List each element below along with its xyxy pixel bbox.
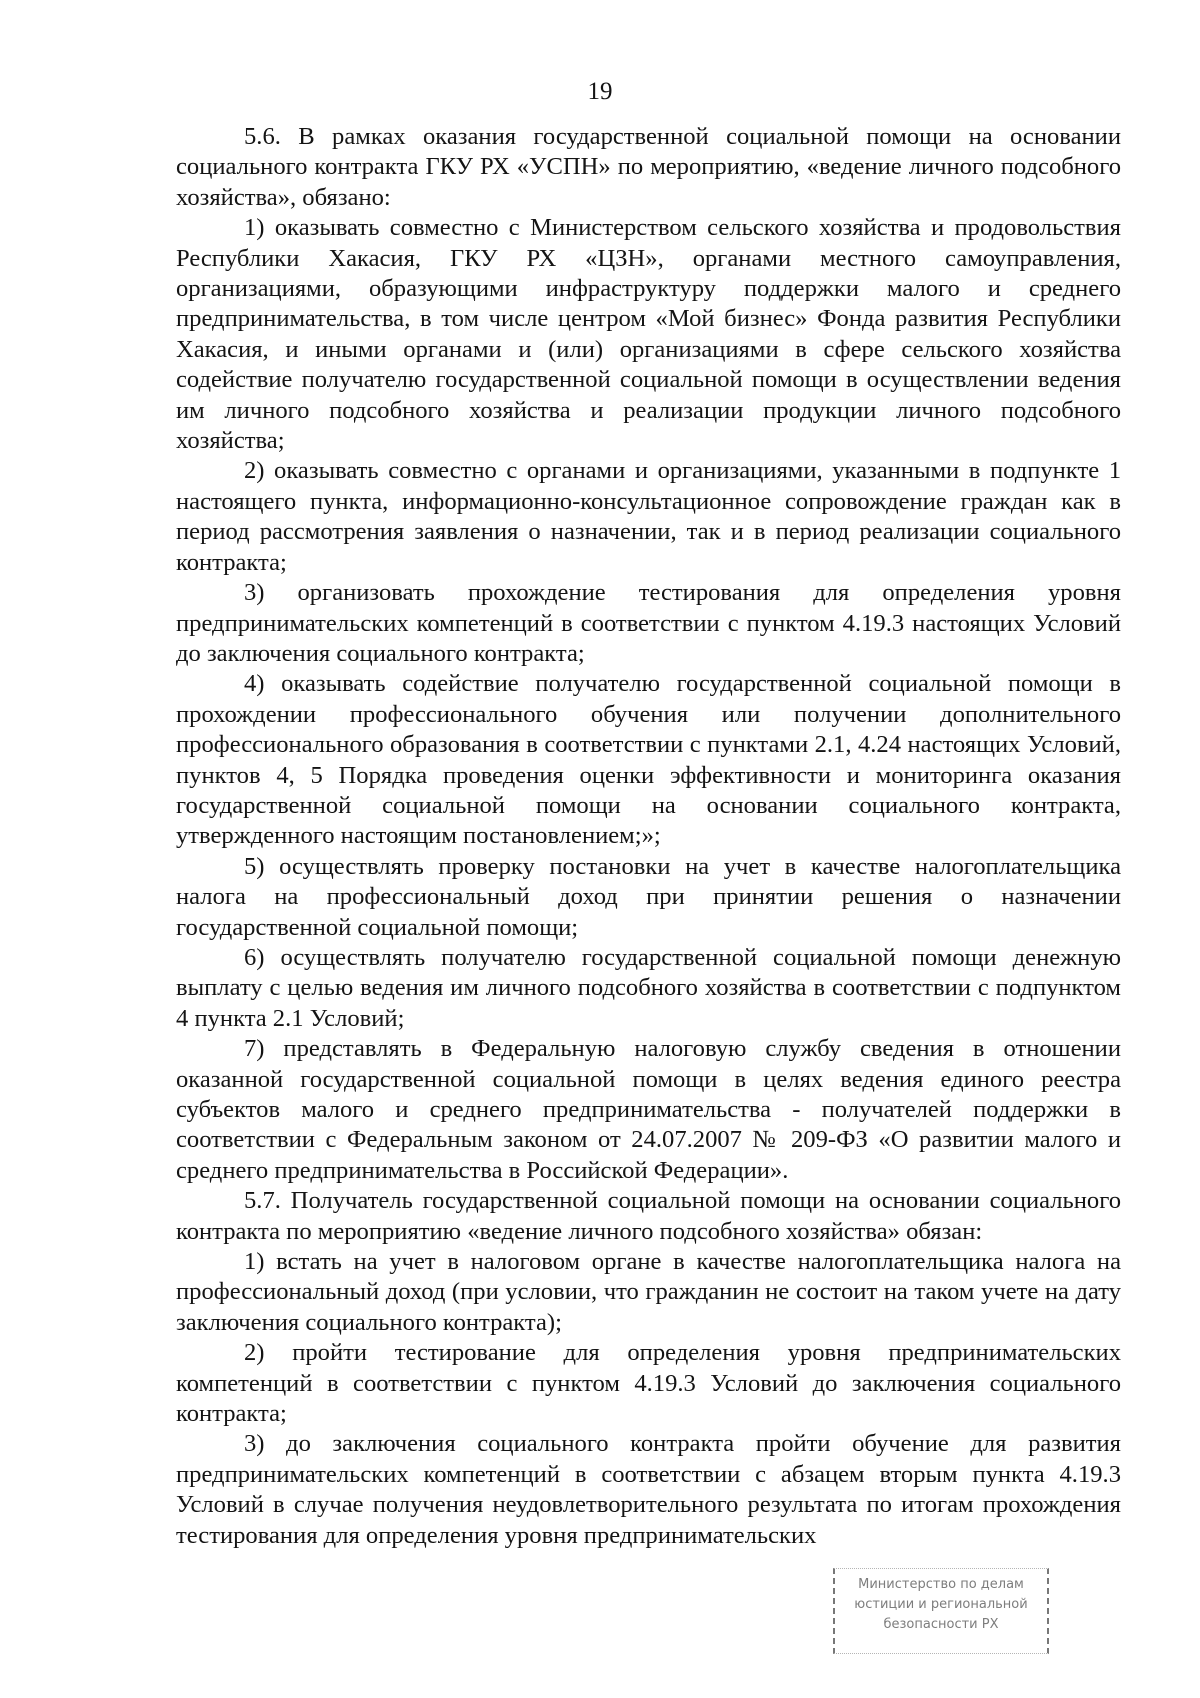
paragraph-5-6-item-1: 1) оказывать совместно с Министерством сельского хозяйства и продовольствия Республики Хакасия, ГКУ РХ «ЦЗН», органами местного самоуправления, организациями, образующими инфраструктуру поддержки малого и среднего предпринимательства, в том числе центром «Мой бизнес» Фонда развития Республики Хакасия, и иными органами и (или) организациями в сфере сельского хозяйства содействие получателю государственной социальной помощи в осуществлении ведения им личного подсобного хозяйства и реализации продукции личного подсобного хозяйства; bbox=[176, 214, 1121, 455]
stamp-line: безопасности РХ bbox=[883, 1617, 999, 1632]
ministry-stamp bbox=[833, 1568, 1049, 1654]
stamp-line: юстиции и региональной bbox=[854, 1597, 1028, 1612]
paragraph-5-6-item-7: 7) представлять в Федеральную налоговую службу сведения в отношении оказанной государственной социальной помощи в целях ведения единого реестра субъектов малого и среднего предпринимательства - получателей поддержки в соответствии с Федеральным законом от 24.07.2007 № 209-ФЗ «О развитии малого и среднего предпринимательства в Российской Федерации». bbox=[176, 1035, 1121, 1184]
document-body bbox=[176, 122, 1121, 1551]
paragraph-5-6-item-4: 4) оказывать содействие получателю государственной социальной помощи в прохождении профессионального обучения или получении дополнительного профессионального образования в соответствии с пунктами 2.1, 4.24 настоящих Условий, пунктов 4, 5 Порядка проведения оценки эффективности и мониторинга оказания государственной социальной помощи на основании социального контракта, утвержденного настоящим постановлением;»; bbox=[176, 670, 1121, 850]
paragraph-5-7-item-1: 1) встать на учет в налоговом органе в качестве налогоплательщика налога на профессиональный доход (при условии, что гражданин не состоит на таком учете на дату заключения социального контракта); bbox=[176, 1248, 1121, 1336]
paragraph-5-6-item-2: 2) оказывать совместно с органами и организациями, указанными в подпункте 1 настоящего пункта, информационно-консультационное сопровождение граждан как в период рассмотрения заявления о назначении, так и в период реализации социального контракта; bbox=[176, 457, 1121, 576]
paragraph-5-6-item-5: 5) осуществлять проверку постановки на учет в качестве налогоплательщика налога на профессиональный доход при принятии решения о назначении государственной социальной помощи; bbox=[176, 852, 1121, 941]
paragraph-5-6-item-6: 6) осуществлять получателю государственной социальной помощи денежную выплату с целью ведения им личного подсобного хозяйства в соответствии с подпунктом 4 пункта 2.1 Условий; bbox=[176, 943, 1121, 1032]
paragraph-5-7-item-3: 3) до заключения социального контракта пройти обучение для развития предпринимательских компетенций в соответствии с абзацем вторым пункта 4.19.3 Условий в случае получения неудовлетворительного результата по итогам прохождения тестирования для определения уровня предпринимательских bbox=[176, 1430, 1121, 1549]
paragraph-5-7: 5.7. Получатель государственной социальной помощи на основании социального контракта по мероприятию «ведение личного подсобного хозяйства» обязан: bbox=[176, 1187, 1121, 1245]
paragraph-5-6: 5.6. В рамках оказания государственной социальной помощи на основании социального контракта ГКУ РХ «УСПН» по мероприятию, «ведение личного подсобного хозяйства», обязано: bbox=[176, 123, 1121, 211]
paragraph-5-6-item-3: 3) организовать прохождение тестирования для определения уровня предпринимательских компетенций в соответствии с пунктом 4.19.3 настоящих Условий до заключения социального контракта; bbox=[176, 579, 1121, 667]
stamp-line: Министерство по делам bbox=[858, 1577, 1024, 1592]
page-number: 19 bbox=[587, 78, 613, 105]
paragraph-5-7-item-2: 2) пройти тестирование для определения уровня предпринимательских компетенций в соответствии с пунктом 4.19.3 Условий до заключения социального контракта; bbox=[176, 1339, 1121, 1428]
